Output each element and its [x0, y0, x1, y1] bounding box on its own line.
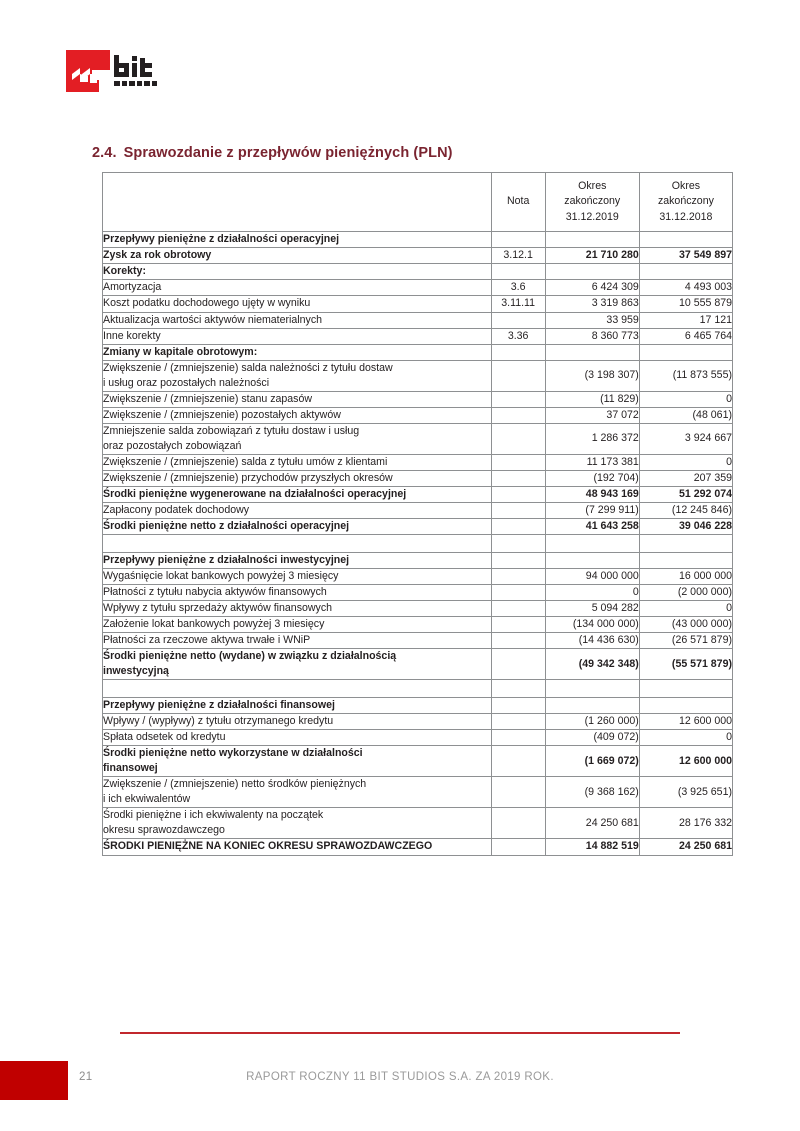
table-cell-2018: 4 493 003 — [639, 280, 732, 296]
table-cell-2018: 12 600 000 — [639, 714, 732, 730]
table-cell-2019: 3 319 863 — [545, 296, 639, 312]
table-row — [103, 839, 733, 855]
table-spacer-row — [103, 534, 733, 552]
table-cell-2019: 6 424 309 — [545, 280, 639, 296]
table-cell-label: Przepływy pieniężne z działalności inwestycyjnej — [103, 552, 492, 568]
table-cell-2018 — [639, 264, 732, 280]
table-cell-note — [491, 746, 545, 777]
table-cell-label: Zapłacony podatek dochodowy — [103, 502, 492, 518]
table-row — [103, 486, 733, 502]
table-cell-note: 3.11.11 — [491, 296, 545, 312]
table-cell-note — [491, 454, 545, 470]
table-cell-label: Zwiększenie / (zmniejszenie) przychodów przyszłych okresów — [103, 470, 492, 486]
table-cell-2018: 17 121 — [639, 312, 732, 328]
table-row — [103, 312, 733, 328]
table-row — [103, 423, 733, 454]
table-cell-2018 — [639, 344, 732, 360]
table-cell-2019: 14 882 519 — [545, 839, 639, 855]
table-cell-label: Zmiany w kapitale obrotowym: — [103, 344, 492, 360]
footer-divider — [120, 1032, 680, 1034]
table-cell-2019: 1 286 372 — [545, 423, 639, 454]
table-cell-label: Spłata odsetek od kredytu — [103, 730, 492, 746]
table-cell-2019: (192 704) — [545, 470, 639, 486]
table-row — [103, 328, 733, 344]
table-row — [103, 633, 733, 649]
table-row — [103, 391, 733, 407]
table-cell-label: Środki pieniężne i ich ekwiwalenty na początek okresu sprawozdawczego — [103, 808, 492, 839]
table-cell-note — [491, 649, 545, 680]
table-cell-note — [491, 839, 545, 855]
column-header-2018: Okres zakończony 31.12.2018 — [639, 173, 732, 232]
table-cell-label: Aktualizacja wartości aktywów niematerialnych — [103, 312, 492, 328]
table-row — [103, 248, 733, 264]
table-row — [103, 296, 733, 312]
table-cell-empty — [639, 680, 732, 698]
table-row — [103, 730, 733, 746]
table-cell-label: Zmniejszenie salda zobowiązań z tytułu dostaw i usług oraz pozostałych zobowiązań — [103, 423, 492, 454]
table-cell-empty — [545, 534, 639, 552]
table-spacer-row — [103, 680, 733, 698]
table-cell-2019: (409 072) — [545, 730, 639, 746]
table-cell-label: Płatności z tytułu nabycia aktywów finansowych — [103, 585, 492, 601]
table-cell-label: Koszt podatku dochodowego ujęty w wyniku — [103, 296, 492, 312]
table-row — [103, 649, 733, 680]
table-row — [103, 777, 733, 808]
table-cell-2019: (7 299 911) — [545, 502, 639, 518]
table-cell-note — [491, 552, 545, 568]
column-header-note: Nota — [491, 173, 545, 232]
table-cell-2018: 3 924 667 — [639, 423, 732, 454]
table-cell-label: Zysk za rok obrotowy — [103, 248, 492, 264]
table-cell-note — [491, 808, 545, 839]
table-cell-2019: 41 643 258 — [545, 518, 639, 534]
table-row — [103, 518, 733, 534]
table-row — [103, 454, 733, 470]
section-title-text: Sprawozdanie z przepływów pieniężnych (PLN) — [123, 145, 453, 161]
table-cell-2019 — [545, 552, 639, 568]
table-cell-2019: (3 198 307) — [545, 360, 639, 391]
table-cell-label: Wpływy / (wypływy) z tytułu otrzymanego kredytu — [103, 714, 492, 730]
table-cell-2019: (11 829) — [545, 391, 639, 407]
table-cell-note — [491, 344, 545, 360]
table-row — [103, 585, 733, 601]
table-cell-note — [491, 502, 545, 518]
table-cell-2018 — [639, 552, 732, 568]
table-cell-2018: (11 873 555) — [639, 360, 732, 391]
table-cell-note — [491, 312, 545, 328]
table-cell-2018 — [639, 698, 732, 714]
table-cell-note — [491, 360, 545, 391]
column-header-2019: Okres zakończony 31.12.2019 — [545, 173, 639, 232]
table-cell-label: ŚRODKI PIENIĘŻNE NA KONIEC OKRESU SPRAWOZDAWCZEGO — [103, 839, 492, 855]
table-cell-2019: 37 072 — [545, 407, 639, 423]
table-cell-note — [491, 568, 545, 584]
table-cell-2019: (1 669 072) — [545, 746, 639, 777]
table-row — [103, 502, 733, 518]
table-cell-2018: 6 465 764 — [639, 328, 732, 344]
table-cell-empty — [639, 534, 732, 552]
table-row — [103, 344, 733, 360]
table-cell-2019: (134 000 000) — [545, 617, 639, 633]
footer-report-title: RAPORT ROCZNY 11 BIT STUDIOS S.A. ZA 2019 ROK. — [246, 1071, 554, 1083]
table-cell-2019: 48 943 169 — [545, 486, 639, 502]
table-cell-2018: 0 — [639, 391, 732, 407]
table-cell-label: Zwiększenie / (zmniejszenie) stanu zapasów — [103, 391, 492, 407]
table-cell-2019 — [545, 698, 639, 714]
table-cell-label: Wpływy z tytułu sprzedaży aktywów finansowych — [103, 601, 492, 617]
table-cell-2019: 8 360 773 — [545, 328, 639, 344]
table-cell-label: Amortyzacja — [103, 280, 492, 296]
table-cell-2019: (49 342 348) — [545, 649, 639, 680]
table-cell-label: Środki pieniężne netto (wydane) w związku z działalnością inwestycyjną — [103, 649, 492, 680]
table-cell-2018: (48 061) — [639, 407, 732, 423]
table-cell-2019: (1 260 000) — [545, 714, 639, 730]
table-cell-label: Zwiększenie / (zmniejszenie) salda z tytułu umów z klientami — [103, 454, 492, 470]
table-cell-2019: 94 000 000 — [545, 568, 639, 584]
table-cell-label: Zwiększenie / (zmniejszenie) pozostałych aktywów — [103, 407, 492, 423]
table-cell-label: Inne korekty — [103, 328, 492, 344]
table-cell-2018: (55 571 879) — [639, 649, 732, 680]
table-row — [103, 264, 733, 280]
table-cell-2018: 0 — [639, 601, 732, 617]
table-cell-2018: 12 600 000 — [639, 746, 732, 777]
logo — [66, 50, 162, 94]
table-row — [103, 232, 733, 248]
table-cell-2019: 33 959 — [545, 312, 639, 328]
table-cell-2019 — [545, 232, 639, 248]
table-cell-label: Przepływy pieniężne z działalności operacyjnej — [103, 232, 492, 248]
table-cell-note — [491, 633, 545, 649]
table-cell-2019: 11 173 381 — [545, 454, 639, 470]
table-cell-note — [491, 698, 545, 714]
table-cell-2019: (9 368 162) — [545, 777, 639, 808]
table-row — [103, 698, 733, 714]
table-cell-label: Środki pieniężne netto wykorzystane w działalności finansowej — [103, 746, 492, 777]
table-cell-2019: 24 250 681 — [545, 808, 639, 839]
table-row — [103, 568, 733, 584]
table-cell-2019: 0 — [545, 585, 639, 601]
table-cell-empty — [103, 680, 492, 698]
table-row — [103, 470, 733, 486]
table-cell-label: Płatności za rzeczowe aktywa trwałe i WNiP — [103, 633, 492, 649]
table-cell-note — [491, 407, 545, 423]
table-cell-label: Korekty: — [103, 264, 492, 280]
table-cell-note — [491, 486, 545, 502]
table-cell-note — [491, 423, 545, 454]
table-cell-empty — [491, 680, 545, 698]
logo-wordmark — [114, 55, 162, 89]
cash-flow-statement-table — [102, 172, 733, 856]
11-bit-studios-logo-mark — [66, 50, 110, 92]
table-cell-2019 — [545, 264, 639, 280]
table-cell-2018: 39 046 228 — [639, 518, 732, 534]
table-body — [103, 232, 733, 855]
table-cell-label: Zwiększenie / (zmniejszenie) salda należności z tytułu dostaw i usług oraz pozostałych należności — [103, 360, 492, 391]
table-row — [103, 746, 733, 777]
table-row — [103, 808, 733, 839]
table-cell-2019 — [545, 344, 639, 360]
table-cell-label: Środki pieniężne netto z działalności operacyjnej — [103, 518, 492, 534]
table-cell-note: 3.12.1 — [491, 248, 545, 264]
table-row — [103, 280, 733, 296]
table-cell-2018: 37 549 897 — [639, 248, 732, 264]
section-number: 2.4. — [92, 145, 117, 161]
table-cell-2018: 24 250 681 — [639, 839, 732, 855]
table-row — [103, 360, 733, 391]
table-row — [103, 601, 733, 617]
table-cell-2018: 207 359 — [639, 470, 732, 486]
table-cell-2019: 5 094 282 — [545, 601, 639, 617]
column-header-label — [103, 173, 492, 232]
table-cell-2019: (14 436 630) — [545, 633, 639, 649]
table-cell-empty — [103, 534, 492, 552]
table-cell-2018: 28 176 332 — [639, 808, 732, 839]
table-cell-2018: (2 000 000) — [639, 585, 732, 601]
section-heading — [92, 145, 453, 161]
table-cell-2018: 10 555 879 — [639, 296, 732, 312]
table-cell-note — [491, 391, 545, 407]
table-cell-label: Wygaśnięcie lokat bankowych powyżej 3 miesięcy — [103, 568, 492, 584]
page-number: 21 — [79, 1071, 93, 1083]
table-cell-2018: 0 — [639, 454, 732, 470]
table-cell-note — [491, 232, 545, 248]
table-cell-2018: (3 925 651) — [639, 777, 732, 808]
table-cell-note — [491, 617, 545, 633]
table-cell-note — [491, 470, 545, 486]
table-cell-note — [491, 777, 545, 808]
table-cell-note — [491, 264, 545, 280]
table-row — [103, 617, 733, 633]
table-cell-2018: 0 — [639, 730, 732, 746]
table-header-row — [103, 173, 733, 232]
table-cell-note — [491, 730, 545, 746]
table-row — [103, 552, 733, 568]
table-cell-2018: 51 292 074 — [639, 486, 732, 502]
table-cell-2019: 21 710 280 — [545, 248, 639, 264]
table-cell-note: 3.6 — [491, 280, 545, 296]
table-cell-2018: (43 000 000) — [639, 617, 732, 633]
table-cell-2018 — [639, 232, 732, 248]
table-cell-2018: 16 000 000 — [639, 568, 732, 584]
table-cell-note — [491, 601, 545, 617]
table-cell-2018: (12 245 846) — [639, 502, 732, 518]
table-cell-note — [491, 585, 545, 601]
table-cell-2018: (26 571 879) — [639, 633, 732, 649]
table-cell-empty — [545, 680, 639, 698]
table-cell-label: Zwiększenie / (zmniejszenie) netto środków pieniężnych i ich ekwiwalentów — [103, 777, 492, 808]
table-row — [103, 407, 733, 423]
table-cell-label: Środki pieniężne wygenerowane na działalności operacyjnej — [103, 486, 492, 502]
table-cell-note — [491, 518, 545, 534]
table-cell-note — [491, 714, 545, 730]
table-cell-empty — [491, 534, 545, 552]
table-cell-label: Przepływy pieniężne z działalności finansowej — [103, 698, 492, 714]
table-cell-note: 3.36 — [491, 328, 545, 344]
table-row — [103, 714, 733, 730]
table-cell-label: Założenie lokat bankowych powyżej 3 miesięcy — [103, 617, 492, 633]
